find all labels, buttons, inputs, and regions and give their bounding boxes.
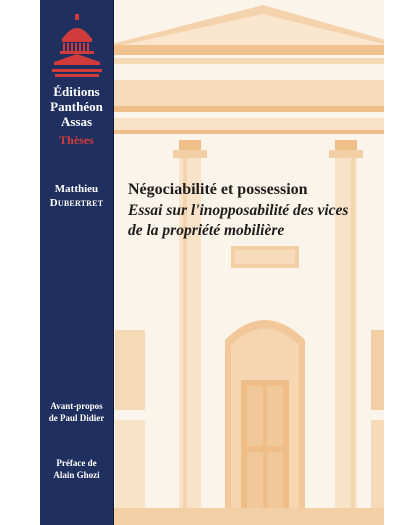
pantheon-facade-illustration (113, 0, 384, 525)
publisher-name (40, 84, 113, 129)
preface-line-2: Alain Ghozi (53, 470, 100, 480)
author-last-name: Dubertret (49, 197, 104, 209)
publisher-line-3: Assas (60, 114, 93, 129)
series-label: Thèses (59, 133, 94, 147)
author-name (40, 182, 113, 210)
preface-line-1: Préface de (56, 458, 97, 468)
book-subtitle-line-2: de la propriété mobilière (128, 222, 285, 239)
foreword-credit (40, 400, 113, 424)
foreword-line-1: Avant-propos (50, 401, 103, 411)
author-first-name: Matthieu (54, 183, 99, 195)
publisher-sidebar (40, 0, 114, 525)
book-subtitle-line-1: Essai sur l'inopposabilité des vices (128, 202, 349, 219)
foreword-line-2: de Paul Didier (48, 413, 105, 423)
publisher-line-1: Éditions (53, 84, 100, 99)
title-block (128, 180, 378, 241)
preface-credit (40, 457, 113, 481)
pantheon-dome-icon (52, 12, 102, 78)
book-cover (40, 0, 384, 525)
publisher-line-2: Panthéon (50, 99, 103, 114)
book-title: Négociabilité et possession (128, 181, 308, 198)
